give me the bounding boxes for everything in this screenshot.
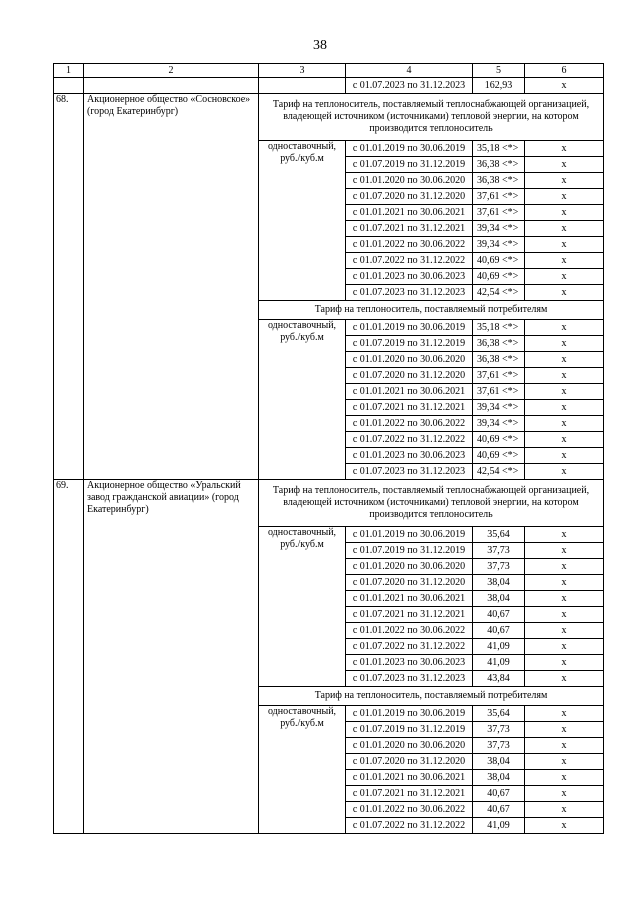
tariff-mark: x (525, 173, 604, 189)
tariff-mark: x (525, 464, 604, 480)
tariff-section-title: Тариф на теплоноситель, поставляемый потребителям (259, 687, 604, 706)
tariff-value: 41,09 (473, 639, 525, 655)
tariff-section-title: Тариф на теплоноситель, поставляемый потребителям (259, 301, 604, 320)
tariff-value: 43,84 (473, 671, 525, 687)
tariff-period: с 01.01.2021 по 30.06.2021 (346, 205, 473, 221)
tariff-mark: x (525, 639, 604, 655)
tariff-mark: x (525, 623, 604, 639)
tariff-value: 38,04 (473, 770, 525, 786)
tariff-period: с 01.07.2021 по 31.12.2021 (346, 786, 473, 802)
tariff-period: с 01.07.2019 по 31.12.2019 (346, 157, 473, 173)
tariff-period: с 01.01.2021 по 30.06.2021 (346, 770, 473, 786)
tariff-value: 40,69 <*> (473, 432, 525, 448)
carryover-mark: x (525, 78, 604, 94)
tariff-value: 40,67 (473, 786, 525, 802)
tariff-period: с 01.01.2022 по 30.06.2022 (346, 237, 473, 253)
tariff-mark: x (525, 591, 604, 607)
tariff-value: 40,69 <*> (473, 269, 525, 285)
tariff-period: с 01.01.2023 по 30.06.2023 (346, 269, 473, 285)
tariff-mark: x (525, 432, 604, 448)
tariff-period: с 01.01.2023 по 30.06.2023 (346, 655, 473, 671)
tariff-value: 36,38 <*> (473, 173, 525, 189)
tariff-period: с 01.01.2021 по 30.06.2021 (346, 591, 473, 607)
tariff-value: 35,64 (473, 706, 525, 722)
tariff-value: 37,61 <*> (473, 189, 525, 205)
tariff-mark: x (525, 786, 604, 802)
tariff-value: 39,34 <*> (473, 237, 525, 253)
tariff-mark: x (525, 336, 604, 352)
tariff-mark: x (525, 285, 604, 301)
tariff-period: с 01.07.2020 по 31.12.2020 (346, 754, 473, 770)
tariff-mark: x (525, 269, 604, 285)
carryover-num (54, 78, 84, 94)
tariff-period: с 01.07.2021 по 31.12.2021 (346, 221, 473, 237)
tariff-mark: x (525, 770, 604, 786)
tariff-value: 40,67 (473, 607, 525, 623)
tariff-unit: одноставочный, руб./куб.м (259, 141, 346, 301)
tariff-mark: x (525, 802, 604, 818)
tariff-period: с 01.07.2022 по 31.12.2022 (346, 253, 473, 269)
tariff-value: 38,04 (473, 754, 525, 770)
tariff-period: с 01.07.2020 по 31.12.2020 (346, 575, 473, 591)
tariff-mark: x (525, 189, 604, 205)
tariff-period: с 01.01.2020 по 30.06.2020 (346, 352, 473, 368)
tariff-period: с 01.07.2020 по 31.12.2020 (346, 189, 473, 205)
tariff-table (53, 63, 604, 834)
tariff-mark: x (525, 384, 604, 400)
tariff-period: с 01.07.2023 по 31.12.2023 (346, 671, 473, 687)
tariff-mark: x (525, 754, 604, 770)
tariff-value: 36,38 <*> (473, 157, 525, 173)
tariff-value: 39,34 <*> (473, 400, 525, 416)
tariff-mark: x (525, 543, 604, 559)
tariff-period: с 01.07.2020 по 31.12.2020 (346, 368, 473, 384)
tariff-value: 36,38 <*> (473, 336, 525, 352)
tariff-period: с 01.01.2019 по 30.06.2019 (346, 706, 473, 722)
tariff-value: 36,38 <*> (473, 352, 525, 368)
tariff-mark: x (525, 237, 604, 253)
tariff-mark: x (525, 527, 604, 543)
tariff-unit: одноставочный, руб./куб.м (259, 527, 346, 687)
carryover-unit (259, 78, 346, 94)
tariff-table-body (54, 64, 604, 834)
tariff-value: 40,67 (473, 623, 525, 639)
column-header-2: 2 (84, 64, 259, 78)
tariff-value: 37,61 <*> (473, 368, 525, 384)
tariff-mark: x (525, 253, 604, 269)
tariff-value: 38,04 (473, 575, 525, 591)
tariff-mark: x (525, 818, 604, 834)
tariff-period: с 01.01.2020 по 30.06.2020 (346, 738, 473, 754)
tariff-mark: x (525, 706, 604, 722)
tariff-period: с 01.01.2020 по 30.06.2020 (346, 559, 473, 575)
tariff-value: 35,18 <*> (473, 320, 525, 336)
tariff-value: 41,09 (473, 655, 525, 671)
carryover-row (54, 78, 604, 94)
tariff-value: 41,09 (473, 818, 525, 834)
tariff-mark: x (525, 671, 604, 687)
tariff-value: 42,54 <*> (473, 285, 525, 301)
tariff-value: 42,54 <*> (473, 464, 525, 480)
organization-name: Акционерное общество «Уральский завод гражданской авиации» (город Екатеринбург) (84, 480, 259, 834)
tariff-mark: x (525, 320, 604, 336)
tariff-period: с 01.07.2023 по 31.12.2023 (346, 285, 473, 301)
tariff-value: 35,64 (473, 527, 525, 543)
tariff-period: с 01.01.2019 по 30.06.2019 (346, 527, 473, 543)
column-header-6: 6 (525, 64, 604, 78)
carryover-period: с 01.07.2023 по 31.12.2023 (346, 78, 473, 94)
tariff-period: с 01.07.2022 по 31.12.2022 (346, 639, 473, 655)
tariff-value: 39,34 <*> (473, 221, 525, 237)
entry-number: 69. (54, 480, 84, 834)
tariff-mark: x (525, 221, 604, 237)
tariff-period: с 01.07.2021 по 31.12.2021 (346, 400, 473, 416)
tariff-mark: x (525, 607, 604, 623)
tariff-value: 37,73 (473, 543, 525, 559)
tariff-period: с 01.01.2019 по 30.06.2019 (346, 320, 473, 336)
tariff-mark: x (525, 352, 604, 368)
tariff-period: с 01.01.2020 по 30.06.2020 (346, 173, 473, 189)
column-header-row (54, 64, 604, 78)
column-header-1: 1 (54, 64, 84, 78)
tariff-mark: x (525, 559, 604, 575)
tariff-value: 37,73 (473, 559, 525, 575)
tariff-value: 40,69 <*> (473, 253, 525, 269)
tariff-mark: x (525, 738, 604, 754)
tariff-value: 37,73 (473, 738, 525, 754)
tariff-value: 35,18 <*> (473, 141, 525, 157)
tariff-mark: x (525, 141, 604, 157)
tariff-period: с 01.01.2023 по 30.06.2023 (346, 448, 473, 464)
tariff-mark: x (525, 575, 604, 591)
tariff-mark: x (525, 205, 604, 221)
carryover-value: 162,93 (473, 78, 525, 94)
tariff-value: 40,69 <*> (473, 448, 525, 464)
tariff-section-title: Тариф на теплоноситель, поставляемый теплоснабжающей организацией, владеющей источником (источниками) тепловой энергии, на котором производится теплоноситель (259, 94, 604, 141)
tariff-mark: x (525, 448, 604, 464)
tariff-period: с 01.07.2019 по 31.12.2019 (346, 543, 473, 559)
tariff-value: 38,04 (473, 591, 525, 607)
tariff-value: 37,61 <*> (473, 384, 525, 400)
tariff-value: 37,61 <*> (473, 205, 525, 221)
tariff-unit: одноставочный, руб./куб.м (259, 320, 346, 480)
tariff-period: с 01.01.2019 по 30.06.2019 (346, 141, 473, 157)
tariff-period: с 01.07.2021 по 31.12.2021 (346, 607, 473, 623)
tariff-period: с 01.07.2022 по 31.12.2022 (346, 818, 473, 834)
section-title-row (54, 94, 604, 141)
tariff-mark: x (525, 368, 604, 384)
tariff-period: с 01.07.2019 по 31.12.2019 (346, 722, 473, 738)
tariff-period: с 01.07.2022 по 31.12.2022 (346, 432, 473, 448)
tariff-period: с 01.07.2023 по 31.12.2023 (346, 464, 473, 480)
tariff-value: 40,67 (473, 802, 525, 818)
section-title-row (54, 480, 604, 527)
column-header-3: 3 (259, 64, 346, 78)
tariff-unit: одноставочный, руб./куб.м (259, 706, 346, 834)
organization-name: Акционерное общество «Сосновское» (город Екатеринбург) (84, 94, 259, 480)
carryover-org (84, 78, 259, 94)
tariff-period: с 01.01.2022 по 30.06.2022 (346, 416, 473, 432)
tariff-period: с 01.01.2022 по 30.06.2022 (346, 623, 473, 639)
tariff-mark: x (525, 655, 604, 671)
tariff-mark: x (525, 722, 604, 738)
tariff-period: с 01.07.2019 по 31.12.2019 (346, 336, 473, 352)
tariff-mark: x (525, 157, 604, 173)
tariff-period: с 01.01.2022 по 30.06.2022 (346, 802, 473, 818)
tariff-mark: x (525, 416, 604, 432)
tariff-section-title: Тариф на теплоноситель, поставляемый теплоснабжающей организацией, владеющей источником (источниками) тепловой энергии, на котором производится теплоноситель (259, 480, 604, 527)
tariff-mark: x (525, 400, 604, 416)
tariff-period: с 01.01.2021 по 30.06.2021 (346, 384, 473, 400)
tariff-value: 37,73 (473, 722, 525, 738)
entry-number: 68. (54, 94, 84, 480)
page-number: 38 (313, 38, 327, 53)
column-header-5: 5 (473, 64, 525, 78)
tariff-value: 39,34 <*> (473, 416, 525, 432)
column-header-4: 4 (346, 64, 473, 78)
